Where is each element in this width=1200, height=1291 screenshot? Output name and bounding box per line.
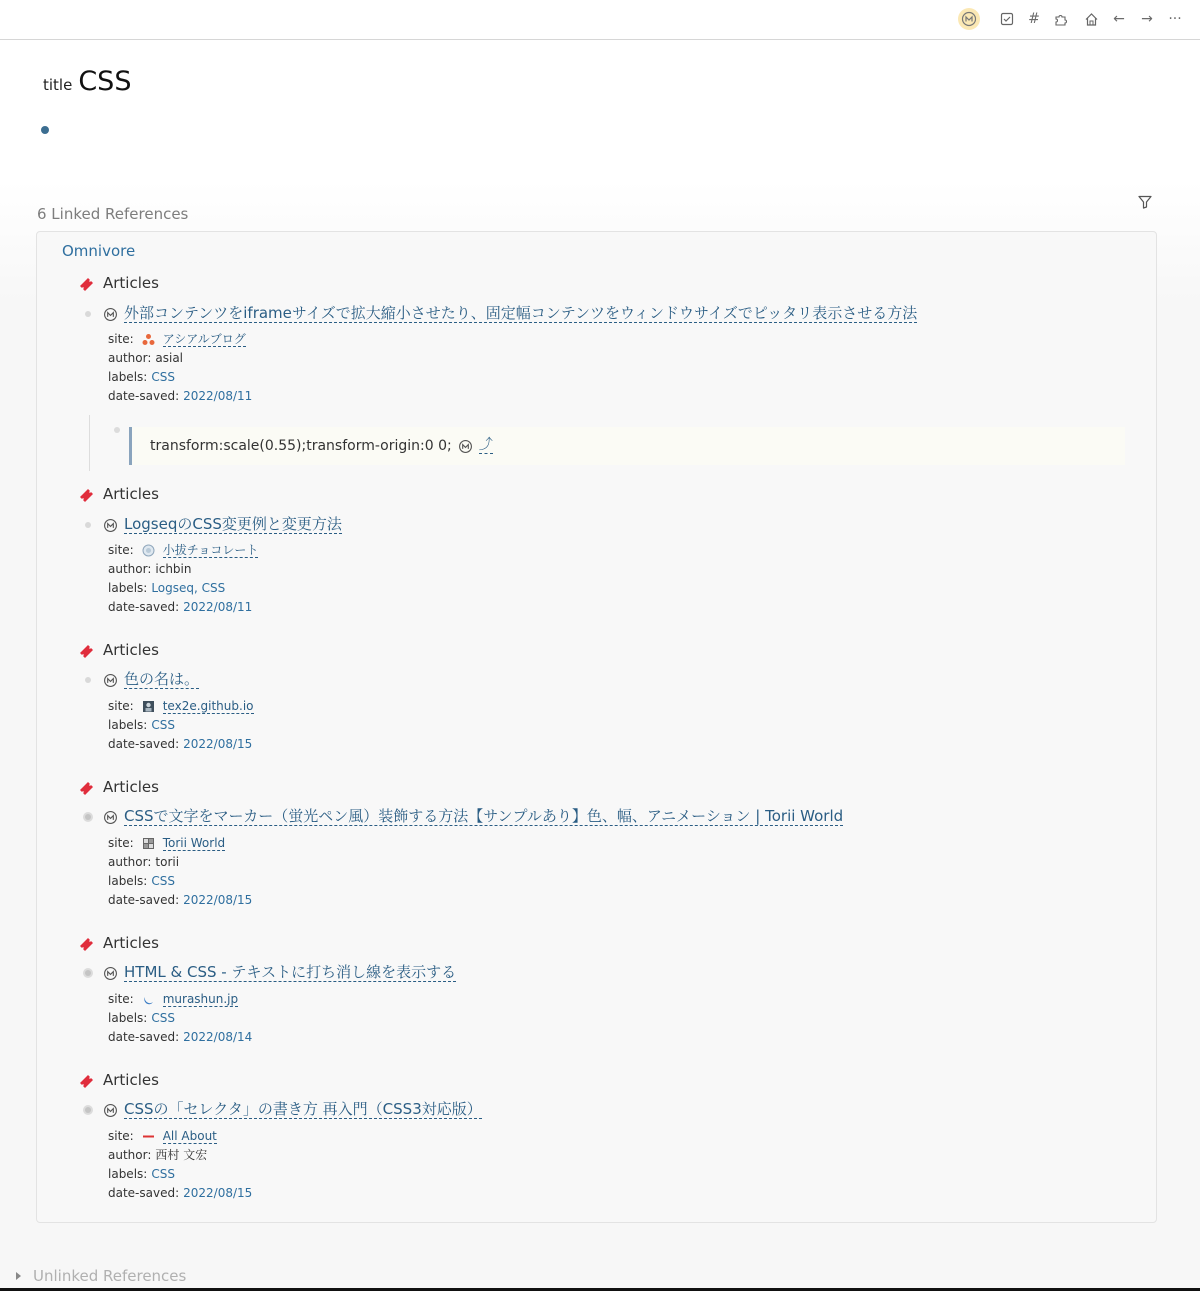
more-glyph: ··· [1168, 11, 1182, 27]
article-properties [108, 834, 252, 910]
prop-key: date-saved: [108, 893, 180, 907]
block-bullet[interactable] [83, 968, 93, 978]
omnivore-icon[interactable] [958, 8, 980, 30]
home-icon[interactable] [1080, 8, 1102, 30]
prop-date [108, 891, 252, 910]
linked-references-header[interactable]: 6 Linked References [37, 205, 189, 223]
prop-site-link[interactable]: Torii World [162, 836, 226, 850]
article-link[interactable]: CSSで文字をマーカー（蛍光ペン風）装飾する方法【サンプルあり】色、幅、アニメーション | Torii World [124, 807, 844, 825]
article-properties [108, 697, 254, 754]
article-properties [108, 990, 252, 1047]
unlinked-references-toggle[interactable] [16, 1267, 186, 1285]
prop-author [108, 560, 258, 579]
prop-label-link[interactable]: CSS [151, 370, 175, 384]
prop-site [108, 541, 258, 560]
favicon-icon [142, 544, 155, 557]
prop-value: ichbin [155, 562, 192, 576]
hash-glyph: # [1028, 11, 1040, 27]
ref-source-page[interactable]: Omnivore [62, 242, 136, 260]
prop-date [108, 1184, 252, 1203]
prop-label-link[interactable]: CSS [151, 1011, 175, 1025]
article-group-header [79, 641, 159, 659]
article-group-label[interactable]: Articles [103, 1071, 159, 1089]
ticket-icon [79, 1072, 95, 1088]
article-properties [108, 541, 258, 617]
article-group-label[interactable]: Articles [103, 485, 159, 503]
omnivore-icon [103, 307, 118, 322]
back-glyph: ← [1113, 11, 1125, 27]
prop-site-link[interactable]: All About [162, 1129, 217, 1143]
checkbox-icon[interactable] [996, 8, 1018, 30]
ticket-icon [79, 486, 95, 502]
prop-key: date-saved: [108, 1030, 180, 1044]
prop-site [108, 330, 252, 349]
prop-date-link[interactable]: 2022/08/15 [183, 1186, 253, 1200]
prop-key: site: [108, 992, 134, 1006]
article-title [103, 808, 843, 826]
article-title [103, 671, 199, 689]
favicon-icon [142, 837, 155, 850]
puzzle-icon[interactable] [1050, 8, 1072, 30]
prop-labels [108, 579, 258, 598]
prop-value: 西村 文宏 [155, 1148, 208, 1162]
omnivore-icon [103, 966, 118, 981]
filter-icon[interactable] [1137, 194, 1153, 210]
ticket-icon [79, 935, 95, 951]
prop-key: site: [108, 836, 134, 850]
article-link[interactable]: HTML & CSS - テキストに打ち消し線を表示する [124, 963, 457, 981]
prop-key: site: [108, 699, 134, 713]
block-bullet[interactable] [83, 675, 93, 685]
prop-site-link[interactable]: 小拔チョコレート [162, 543, 259, 557]
prop-site-link[interactable]: murashun.jp [162, 992, 239, 1006]
prop-key: date-saved: [108, 1186, 180, 1200]
article-group-label[interactable]: Articles [103, 778, 159, 796]
block-bullet[interactable] [83, 309, 93, 319]
prop-site-link[interactable]: アシアルブログ [162, 332, 246, 346]
article-group-header [79, 934, 159, 952]
article-title [103, 516, 342, 534]
prop-key: author: [108, 855, 152, 869]
block-bullet[interactable] [114, 427, 120, 433]
ticket-icon [79, 275, 95, 291]
page-title-text[interactable]: CSS [78, 66, 132, 97]
article-group-header [79, 274, 159, 292]
highlight-block [89, 415, 1125, 471]
article-link[interactable]: LogseqのCSS変更例と変更方法 [124, 515, 342, 533]
article-group-header [79, 1071, 159, 1089]
prop-date [108, 598, 258, 617]
prop-labels [108, 872, 252, 891]
forward-glyph: → [1141, 11, 1153, 27]
prop-author [108, 853, 252, 872]
prop-date-link[interactable]: 2022/08/11 [183, 600, 253, 614]
unlinked-references-header[interactable]: Unlinked References [33, 1267, 187, 1285]
omnivore-icon [103, 1103, 118, 1118]
prop-key: labels: [108, 370, 148, 384]
title-prefix: title [43, 76, 73, 94]
arrow-left-icon[interactable] [1108, 8, 1130, 30]
caret-right-icon [16, 1272, 21, 1280]
hash-icon[interactable] [1023, 8, 1045, 30]
page-content [0, 41, 1200, 1291]
prop-key: site: [108, 543, 134, 557]
prop-site [108, 834, 252, 853]
prop-label-link[interactable]: Logseq, CSS [151, 581, 226, 595]
article-group-label[interactable]: Articles [103, 934, 159, 952]
prop-label-link[interactable]: CSS [151, 874, 175, 888]
prop-value: asial [155, 351, 184, 365]
article-title [103, 964, 456, 982]
prop-labels [108, 368, 252, 387]
favicon-icon [142, 700, 155, 713]
top-toolbar [0, 0, 1200, 40]
prop-author [108, 349, 252, 368]
prop-label-link[interactable]: CSS [151, 1167, 175, 1181]
prop-date-link[interactable]: 2022/08/15 [183, 737, 253, 751]
prop-key: labels: [108, 1011, 148, 1025]
prop-label-link[interactable]: CSS [151, 718, 175, 732]
prop-key: date-saved: [108, 389, 180, 403]
article-link[interactable]: CSSの「セレクタ」の書き方 再入門（CSS3対応版） [124, 1100, 482, 1118]
favicon-icon [142, 993, 155, 1006]
omnivore-icon [103, 810, 118, 825]
article-link[interactable]: 外部コンテンツをiframeサイズで拡大縮小させたり、固定幅コンテンツをウィンドウサイズでピッタリ表示させる方法 [124, 304, 918, 322]
prop-author [108, 1146, 252, 1165]
prop-key: date-saved: [108, 600, 180, 614]
block-bullet[interactable] [83, 520, 93, 530]
article-group-label[interactable]: Articles [103, 641, 159, 659]
favicon-icon [142, 333, 155, 346]
more-icon[interactable] [1164, 8, 1186, 30]
linked-references-panel [36, 231, 1157, 1223]
ticket-icon [79, 779, 95, 795]
omnivore-icon [458, 439, 473, 454]
ticket-icon [79, 642, 95, 658]
page-title [43, 66, 131, 97]
block-bullet[interactable] [83, 812, 93, 822]
article-group-header [79, 485, 159, 503]
prop-labels [108, 1009, 252, 1028]
article-properties [108, 1127, 252, 1203]
prop-date-link[interactable]: 2022/08/14 [183, 1030, 253, 1044]
prop-key: labels: [108, 718, 148, 732]
favicon-icon [142, 1130, 155, 1143]
prop-site [108, 990, 252, 1009]
empty-block-bullet[interactable] [41, 126, 49, 134]
article-properties [108, 330, 252, 406]
prop-key: author: [108, 1148, 152, 1162]
prop-labels [108, 1165, 252, 1184]
prop-key: labels: [108, 581, 148, 595]
prop-key: date-saved: [108, 737, 180, 751]
prop-date [108, 1028, 252, 1047]
prop-site [108, 1127, 252, 1146]
prop-date [108, 735, 254, 754]
article-link[interactable]: 色の名は。 [124, 670, 200, 688]
article-title [103, 305, 917, 323]
prop-labels [108, 716, 254, 735]
highlight-text: transform:scale(0.55);transform-origin:0 0; [150, 438, 452, 454]
omnivore-icon [103, 518, 118, 533]
arrow-right-icon[interactable] [1136, 8, 1158, 30]
prop-key: site: [108, 1129, 134, 1143]
prop-date-link[interactable]: 2022/08/11 [183, 389, 253, 403]
prop-key: author: [108, 351, 152, 365]
article-group-label[interactable]: Articles [103, 274, 159, 292]
article-group-header [79, 778, 159, 796]
prop-site-link[interactable]: tex2e.github.io [162, 699, 254, 713]
highlight-jump-link[interactable]: ⤴ [478, 437, 493, 453]
prop-key: author: [108, 562, 152, 576]
omnivore-icon [103, 673, 118, 688]
prop-key: labels: [108, 1167, 148, 1181]
prop-site [108, 697, 254, 716]
prop-date [108, 387, 252, 406]
prop-key: site: [108, 332, 134, 346]
highlight-quote [129, 427, 1125, 465]
block-bullet[interactable] [83, 1105, 93, 1115]
prop-key: labels: [108, 874, 148, 888]
article-title [103, 1101, 482, 1119]
prop-value: torii [155, 855, 180, 869]
prop-date-link[interactable]: 2022/08/15 [183, 893, 253, 907]
